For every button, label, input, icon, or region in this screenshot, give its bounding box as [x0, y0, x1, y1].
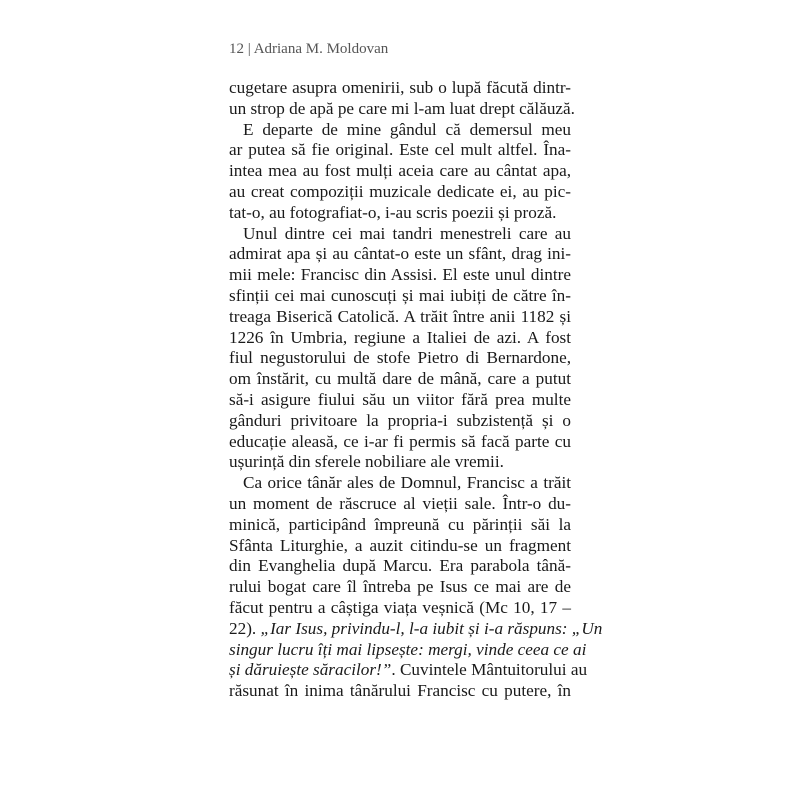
text-run: intea mea au fost mulți aceia care au cântat apa, [229, 161, 571, 181]
text-run: Sfânta Liturghie, a auzit citindu-se un fragment [229, 535, 571, 555]
text-run: din Evanghelia după Marcu. Era parabola tână- [229, 556, 571, 576]
text-run: Ca orice tânăr ales de Domnul, Francisc a trăit [243, 473, 571, 493]
text-run: treaga Biserică Catolică. A trăit între anii 1182 și [229, 306, 571, 326]
text-line [229, 307, 571, 328]
text-run: tat-o, au fotografiat-o, i-au scris poezii și proză. [229, 202, 557, 222]
text-line [229, 515, 571, 536]
text-line [229, 639, 587, 661]
book-page [229, 40, 603, 702]
text-line [229, 369, 571, 390]
text-run: minică, participând împreună cu părinții săi la [229, 514, 571, 534]
italic-quote: „Iar Isus, privindu-l, l-a iubit și i-a răspuns: „Un [260, 618, 603, 638]
text-line [229, 328, 571, 349]
text-line [229, 681, 571, 702]
text-run: ușurință din sferele nobiliare ale vremii. [229, 452, 504, 472]
paragraph [229, 473, 603, 702]
text-run: 1226 în Umbria, regiune a Italiei de azi. A fost [229, 327, 571, 347]
paragraph [229, 120, 571, 224]
italic-quote: singur lucru îți mai lipsește: mergi, vinde ceea ce ai [229, 639, 587, 659]
text-line [229, 577, 571, 598]
header-separator: | [244, 41, 254, 57]
running-header [229, 40, 571, 58]
text-line [229, 140, 571, 161]
text-line [229, 473, 571, 494]
body-text [229, 78, 603, 702]
text-run: E departe de mine gândul că demersul meu [243, 119, 571, 139]
text-line [229, 78, 571, 99]
text-line [229, 120, 571, 141]
text-run: un strop de apă pe care mi l-am luat drept călăuză. [229, 98, 575, 118]
text-line [229, 182, 571, 203]
text-line [229, 203, 571, 224]
text-line [229, 265, 571, 286]
text-line [229, 598, 571, 619]
text-line [229, 286, 571, 307]
text-line [229, 452, 571, 473]
text-run: cugetare asupra omenirii, sub o lupă făcută dintr- [229, 78, 571, 97]
text-line [229, 411, 571, 432]
text-line [229, 432, 571, 453]
text-run: au creat compoziții muzicale dedicate ei, au pic- [229, 181, 571, 201]
text-run: Unul dintre cei mai tandri menestreli care au [243, 223, 571, 243]
text-run: gânduri privitoare la propria-i subzistență și o [229, 410, 571, 430]
text-run: admirat apa și au cântat-o este un sfânt, drag ini- [229, 244, 571, 264]
author-name: Adriana M. Moldovan [253, 41, 389, 57]
text-line [229, 618, 603, 640]
text-line [229, 390, 571, 411]
text-run: educație aleasă, ce i-ar fi permis să facă parte cu [229, 431, 571, 451]
text-run: răsunat în inima tânărului Francisc cu putere, în [229, 681, 571, 701]
text-run: sfinții cei mai cunoscuți și mai iubiți de către în- [229, 285, 571, 305]
italic-quote: și dăruiește săracilor!” [229, 660, 392, 680]
text-line [229, 224, 571, 245]
text-run: rului bogat care îl întreba pe Isus ce mai are de [229, 577, 571, 597]
text-line [229, 244, 571, 265]
paragraph [229, 224, 571, 474]
text-line [229, 494, 571, 515]
text-run: 22). [229, 618, 261, 638]
text-run: ar putea să fie original. Este cel mult altfel. Îna- [229, 140, 571, 160]
text-run: mii mele: Francisc din Assisi. El este unul dintre [229, 265, 571, 285]
text-line [229, 348, 571, 369]
text-line [229, 660, 588, 681]
text-line [229, 161, 571, 182]
text-run: făcut pentru a câștiga viața veșnică (Mc 10, 17 – [229, 597, 571, 617]
text-line [229, 536, 571, 557]
text-run: un moment de răscruce al vieții sale. Într-o du- [229, 493, 571, 513]
text-run: om înstărit, cu multă dare de mână, care a putut [229, 369, 571, 389]
text-line [229, 556, 571, 577]
text-run: . Cuvintele Mântuitorului au [391, 660, 588, 680]
page-number: 12 [229, 41, 244, 57]
paragraph [229, 78, 575, 120]
text-run: să-i asigure fiului său un viitor fără prea multe [229, 389, 571, 409]
text-run: fiul negustorului de stofe Pietro di Bernardone, [229, 348, 571, 368]
text-line [229, 98, 575, 120]
